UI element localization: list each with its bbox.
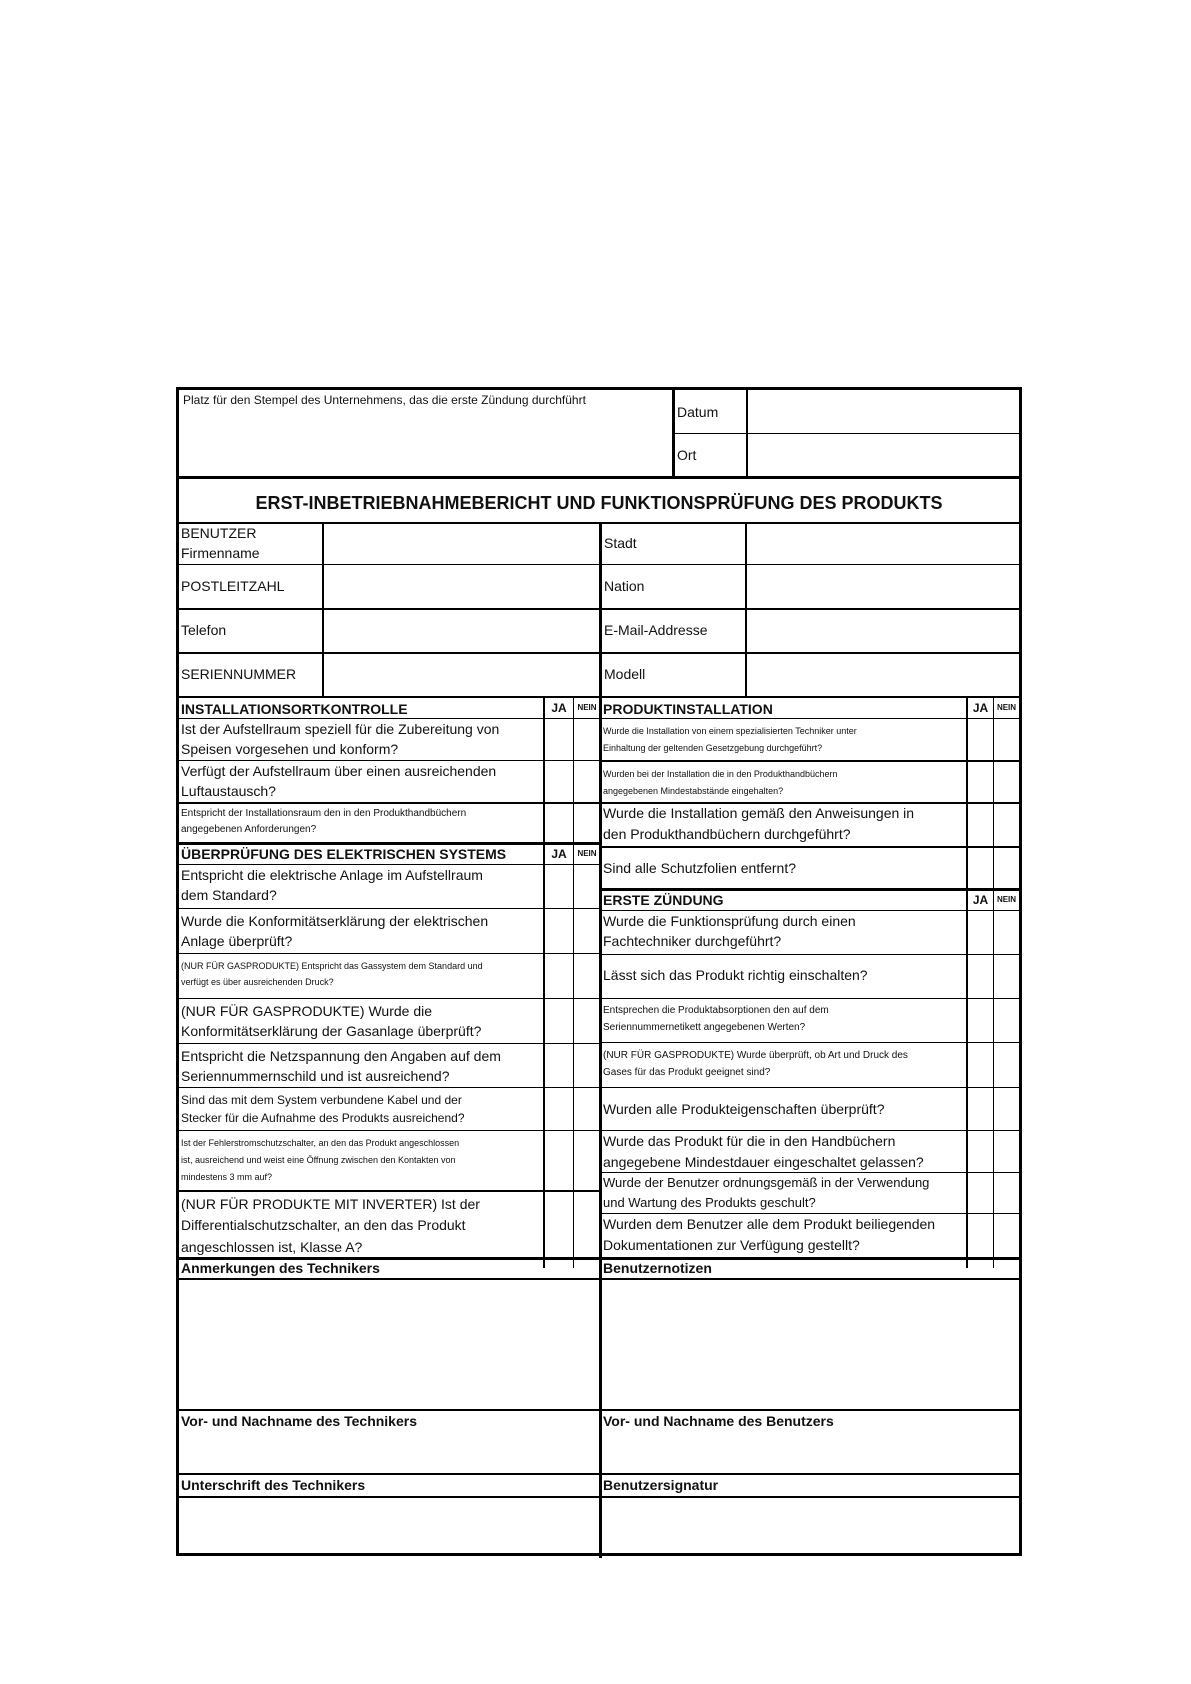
divider (179, 802, 599, 804)
tech-name-label: Vor- und Nachname des Technikers (181, 1413, 417, 1429)
question-text: Wurde die Funktionsprüfung durch einen (603, 913, 856, 929)
phone-field[interactable] (325, 611, 597, 651)
question-text: Entspricht die elektrische Anlage im Aufstellraum (181, 867, 483, 883)
divider (745, 523, 747, 698)
tech-signature-field[interactable] (181, 1499, 597, 1551)
question-text: Lässt sich das Produkt richtig einschalten? (603, 967, 868, 983)
question-text: Wurde der Benutzer ordnungsgemäß in der Verwendung (603, 1175, 930, 1190)
no-column-header: NEIN (577, 849, 597, 858)
question-text: angegebenen Mindestabstände eingehalten? (603, 786, 784, 796)
no-column-header: NEIN (996, 703, 1017, 712)
question-text: ist, ausreichend und weist eine Öffnung zwischen den Kontakten von (181, 1155, 456, 1165)
question-text: angegebene Mindestdauer eingeschaltet gelassen? (603, 1154, 924, 1170)
model-label: Modell (604, 666, 646, 682)
divider (573, 698, 574, 1268)
question-text: Gases für das Produkt geeignet sind? (603, 1067, 771, 1078)
divider (179, 476, 1019, 479)
city-field[interactable] (748, 525, 1017, 563)
divider (601, 846, 1019, 848)
question-text: Ist der Fehlerstromschutzschalter, an den das Produkt angeschlossen (181, 1138, 460, 1148)
divider (179, 908, 599, 909)
tech-name-field[interactable] (181, 1433, 597, 1471)
nation-label: Nation (604, 578, 645, 594)
divider (543, 698, 545, 1268)
question-text: Sind alle Schutzfolien entfernt? (603, 860, 797, 876)
question-text: Wurden dem Benutzer alle dem Produkt beiliegenden (603, 1216, 936, 1232)
nation-field[interactable] (748, 567, 1017, 607)
company-label: Firmenname (181, 545, 260, 561)
question-text: angegebenen Anforderungen? (181, 824, 317, 835)
question-text: Wurde die Installation von einem spezialisierten Techniker unter (603, 726, 857, 736)
yes-column-header: JA (551, 847, 567, 861)
date-label: Datum (677, 404, 719, 420)
divider (322, 523, 324, 698)
divider (179, 1190, 599, 1192)
electrical-title: ÜBERPRÜFUNG DES ELEKTRISCHEN SYSTEMS (181, 846, 507, 862)
serial-label: SERIENNUMMER (181, 666, 297, 682)
question-text: dem Standard? (181, 887, 277, 903)
postal-field[interactable] (325, 567, 597, 607)
company-field[interactable] (325, 525, 597, 563)
question-text: Fachtechniker durchgeführt? (603, 933, 782, 949)
yes-column-header: JA (551, 701, 567, 715)
question-text: Wurde die Installation gemäß den Anweisungen in (603, 805, 915, 821)
installation-site-title: INSTALLATIONSORTKONTROLLE (181, 701, 408, 717)
phone-label: Telefon (181, 622, 227, 638)
no-column-header: NEIN (577, 703, 597, 712)
divider (179, 1130, 599, 1131)
question-text: angeschlossen ist, Klasse A? (181, 1239, 363, 1255)
user-signature-field[interactable] (603, 1499, 1017, 1551)
question-text: Verfügt der Aufstellraum über einen ausreichenden (181, 763, 497, 779)
divider (179, 1087, 599, 1088)
question-text: Stecker für die Aufnahme des Produkts ausreichend? (181, 1111, 465, 1125)
question-text: Entspricht die Netzspannung den Angaben auf dem (181, 1048, 501, 1064)
question-text: Anlage überprüft? (181, 933, 293, 949)
question-text: (NUR FÜR GASPRODUKTE) Entspricht das Gassystem dem Standard und (181, 961, 483, 971)
report-form (176, 387, 1022, 1556)
question-text: den Produkthandbüchern durchgeführt? (603, 826, 851, 842)
email-label: E-Mail-Addresse (604, 622, 708, 638)
user-label: BENUTZER (181, 525, 257, 541)
question-text: Speisen vorgesehen und konform? (181, 741, 399, 757)
question-text: Seriennummernschild und ist ausreichend? (181, 1068, 450, 1084)
divider (179, 1496, 1019, 1498)
question-text: Konformitätserklärung der Gasanlage überprüft? (181, 1023, 482, 1039)
question-text: Sind das mit dem System verbundene Kabel und der (181, 1093, 462, 1107)
model-field[interactable] (748, 655, 1017, 695)
date-field[interactable] (750, 392, 1017, 431)
divider (993, 698, 994, 1268)
place-label: Ort (677, 447, 697, 463)
divider (179, 608, 1019, 610)
email-field[interactable] (748, 611, 1017, 651)
user-signature-label: Benutzersignatur (603, 1477, 719, 1493)
divider (601, 998, 1019, 999)
question-text: Differentialschutzschalter, an den das Produkt (181, 1217, 466, 1233)
question-text: (NUR FÜR GASPRODUKTE) Wurde die (181, 1003, 433, 1019)
yes-column-header: JA (972, 701, 989, 715)
question-text: Luftaustausch? (181, 783, 276, 799)
postal-label: POSTLEITZAHL (181, 578, 285, 594)
question-text: (NUR FÜR GASPRODUKTE) Wurde überprüft, ob Art und Druck des (603, 1050, 908, 1061)
tech-notes-label: Anmerkungen des Technikers (181, 1260, 380, 1276)
question-text: Wurde die Konformitätserklärung der elektrischen (181, 913, 489, 929)
divider (179, 998, 599, 999)
no-column-header: NEIN (996, 895, 1017, 904)
tech-notes-field[interactable] (181, 1281, 597, 1406)
user-notes-label: Benutzernotizen (603, 1260, 712, 1276)
question-text: Wurde das Produkt für die in den Handbüchern (603, 1133, 896, 1149)
question-text: und Wartung des Produkts geschult? (603, 1195, 816, 1210)
city-label: Stadt (604, 535, 637, 551)
product-installation-title: PRODUKTINSTALLATION (603, 701, 773, 717)
divider (599, 523, 602, 698)
first-ignition-title: ERSTE ZÜNDUNG (603, 892, 724, 908)
divider (179, 652, 1019, 654)
divider (601, 718, 1019, 719)
user-name-field[interactable] (603, 1433, 1017, 1471)
divider (179, 953, 599, 954)
divider (179, 1278, 1019, 1280)
divider (674, 433, 1019, 434)
divider (601, 760, 1019, 762)
page-title: ERST-INBETRIEBNAHMEBERICHT UND FUNKTIONSPRÜFUNG DES PRODUKTS (255, 493, 943, 513)
user-notes-field[interactable] (603, 1281, 1017, 1406)
question-text: Dokumentationen zur Verfügung gestellt? (603, 1237, 860, 1253)
place-field[interactable] (750, 436, 1017, 475)
divider (179, 564, 1019, 565)
question-text: mindestens 3 mm auf? (181, 1172, 273, 1182)
serial-field[interactable] (325, 655, 597, 695)
question-text: (NUR FÜR PRODUKTE MIT INVERTER) Ist der (181, 1196, 480, 1212)
question-text: verfügt es über ausreichenden Druck? (181, 977, 334, 987)
question-text: Entsprechen die Produktabsorptionen den auf dem (603, 1005, 829, 1016)
divider (601, 954, 1019, 955)
user-name-label: Vor- und Nachname des Benutzers (603, 1413, 834, 1429)
divider (966, 698, 968, 1268)
question-text: Entspricht der Installationsraum den in den Produkthandbüchern (181, 808, 467, 819)
question-text: Seriennummernetikett angegebenen Werten? (603, 1022, 806, 1033)
divider (179, 1043, 599, 1044)
question-text: Wurden bei der Installation die in den Produkthandbüchern (603, 769, 838, 779)
tech-signature-label: Unterschrift des Technikers (181, 1477, 366, 1493)
divider (601, 1042, 1019, 1043)
yes-column-header: JA (972, 893, 989, 907)
center-divider (599, 698, 602, 1558)
question-text: Ist der Aufstellraum speziell für die Zubereitung von (181, 721, 500, 737)
divider (601, 1087, 1019, 1088)
question-text: Wurden alle Produkteigenschaften überprüft? (603, 1101, 885, 1117)
question-text: Einhaltung der geltenden Gesetzgebung durchgeführt? (603, 743, 823, 753)
stamp-label: Platz für den Stempel des Unternehmens, das die erste Zündung durchführt (183, 393, 586, 407)
